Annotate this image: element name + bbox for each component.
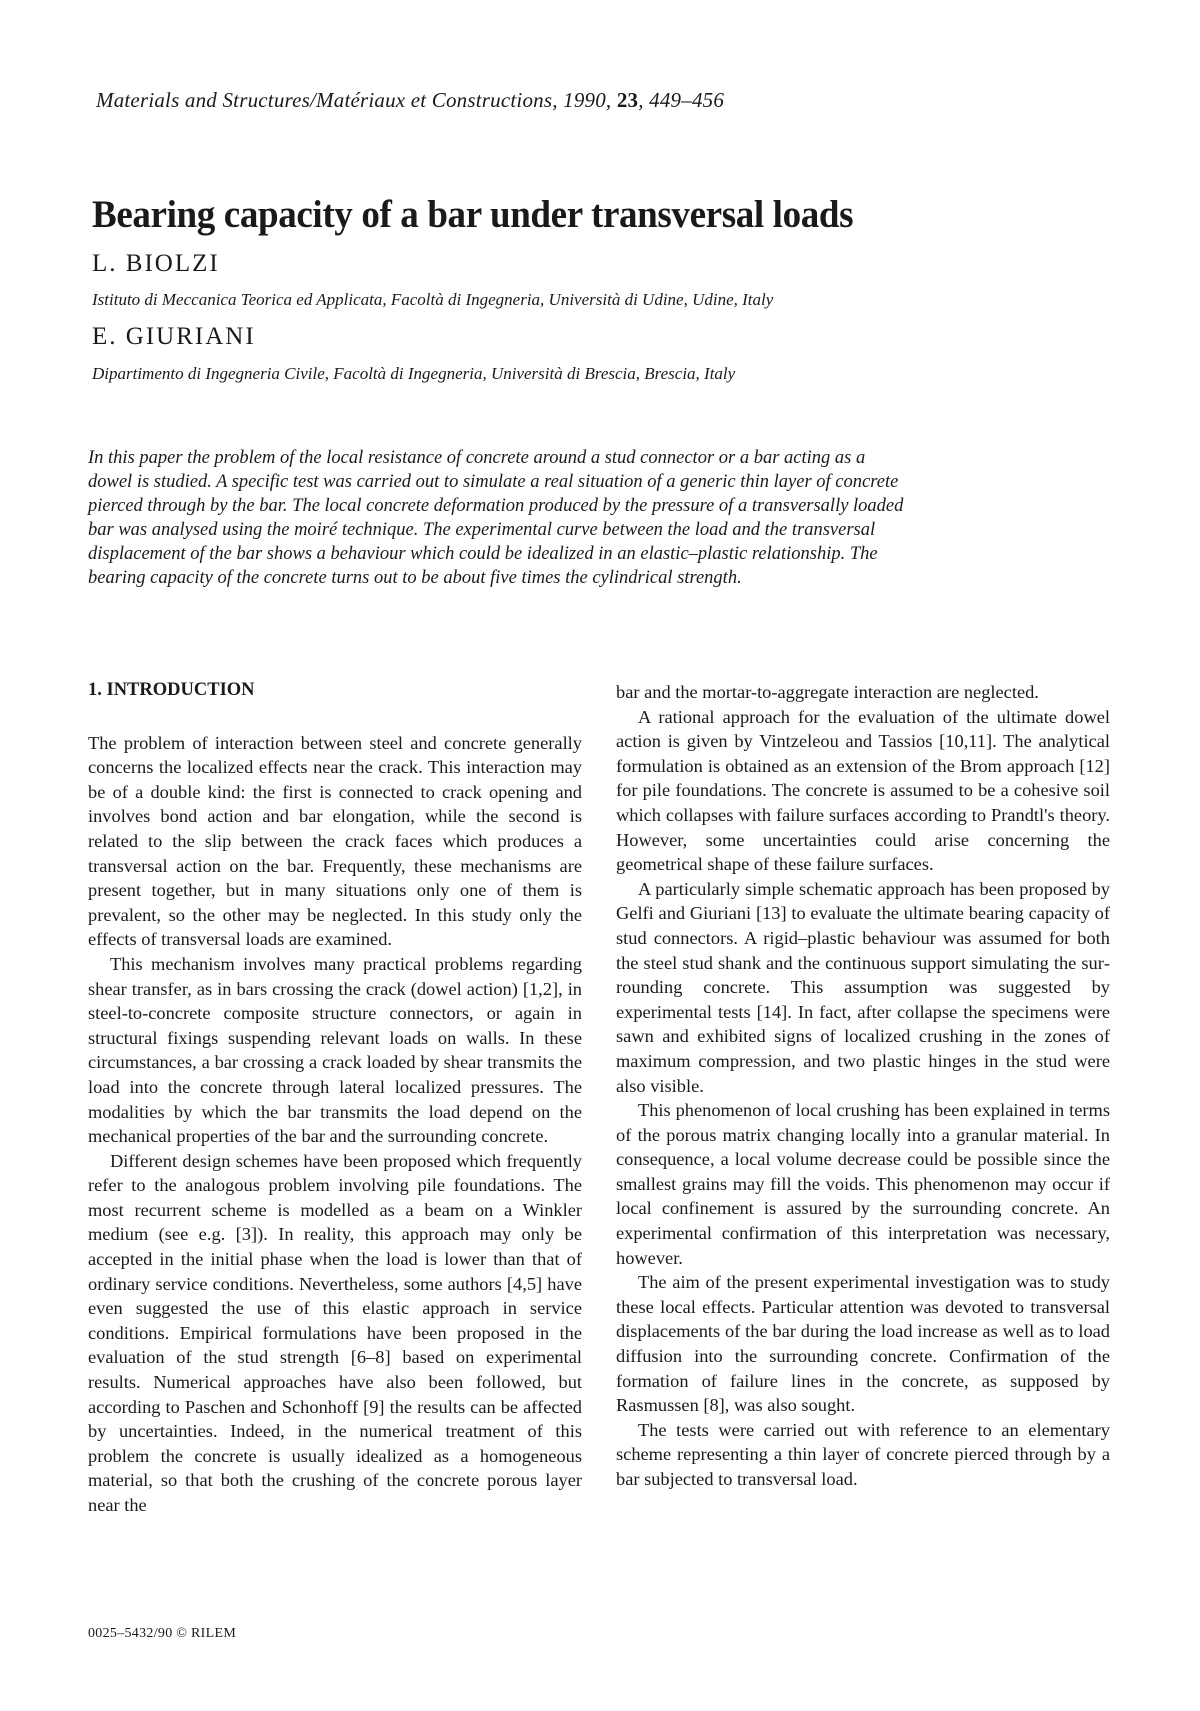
paragraph: A rational approach for the evaluation of the ultimate dowel action is given by Vintzeleou and Tassios [10,11]. The analytical formulation is obtained as an extension of the Brom approach [12] for pile foundations. The concrete is assumed to be a cohesive soil which collapses with failure surfaces according to Prandtl's theory. However, some uncertainties could arise concerning the geometrical shape of these failure surfaces. (616, 706, 1110, 875)
section-heading: 1. INTRODUCTION (88, 680, 255, 700)
author-affiliation: Istituto di Meccanica Teorica ed Applicata, Facoltà di Ingegneria, Università di Udine, Udine, Italy (92, 290, 774, 309)
paragraph: The aim of the present experimental investigation was to study these local effects. Particular attention was devoted to transversal displacements of the bar during the load increase as well as to load diffusion into the surrounding concrete. Confirmation of the formation of failure lines in the concrete, as supposed by Rasmussen [8], was also sought. (616, 1272, 1110, 1416)
author-name: E. GIURIANI (92, 323, 256, 350)
author-name: L. BIOLZI (92, 250, 220, 277)
paragraph: The problem of interaction between steel and concrete generally concerns the localized effects near the crack. This interaction may be of a double kind: the first is connected to crack opening and involves bond action and bar elongation, while the second is related to the slip between the crack faces which produces a transversal action on the bar. Frequently, these mechanisms are present together, but in many situations only one of them is prevalent, so the other may be neglected. In this study only the effects of transversal loads are examined. (88, 732, 582, 950)
paragraph: Different design schemes have been proposed which frequently refer to the analogous problem involving pile foundations. The most recurrent scheme is modelled as a beam on a Winkler medium (see e.g. [3]). In reality, this approach may only be accepted in the initial phase when the load is lower than that of ordinary service conditions. Nevertheless, some authors [4,5] have even suggested the use of this elastic approach in service conditions. Empirical formulations have been proposed in the evaluation of the stud strength [6–8] based on experimental results. Numerical approaches have also been followed, but according to Paschen and Schonhoff [9] the results can be affected by uncertainties. Indeed, in the numerical treatment of this problem the concrete is usually idealized as a homogeneous material, so that both the crushing of the concrete porous layer near the (88, 1150, 582, 1515)
left-column (88, 678, 582, 1518)
paragraph: A particularly simple schematic approach has been proposed by Gelfi and Giuriani [13] to evaluate the ultimate bearing capacity of stud connectors. A rigid–plastic behaviour was assumed for both the steel stud shank and the continuous support simulating the surrounding concrete. This assumption was suggested by experimental tests [14]. In fact, after collapse the specimens were sawn and exhibited signs of localized crushing in the zones of maximum compression, and two plastic hinges in the stud were also visible. (616, 878, 1110, 1096)
paragraph: This phenomenon of local crushing has been explained in terms of the porous matrix changing locally into a granular material. In consequence, a local volume decrease could be possible since the smallest grains may fill the voids. This phenomenon may occur if local confinement is assured by the surrounding concrete. An experimental confirmation of this interpretation was necessary, however. (616, 1100, 1110, 1268)
journal-year: , 1990, (552, 88, 617, 112)
abstract: In this paper the problem of the local resistance of concrete around a stud connector or a bar acting as a dowel is studied. A specific test was carried out to simulate a real situation of a generic thin layer of concrete pierced through by the bar. The local concrete deformation produced by the pressure of a transversally loaded bar was analysed using the moiré technique. The experimental curve between the load and the transversal displacement of the bar shows a behaviour which could be idealized in an elastic–plastic relationship. The bearing capacity of the concrete turns out to be about five times the cylindrical strength. (88, 448, 904, 588)
paragraph: This mechanism involves many practical problems regarding shear transfer, as in bars crossing the crack (dowel action) [1,2], in steel-to-concrete composite structure connectors, or again in structural fixings suspending relevant loads on walls. In these circumstances, a bar crossing a crack loaded by shear transmits the load into the concrete through lateral localized pressures. The modalities by which the bar transmits the load depend on the mechanical properties of the bar and the surrounding concrete. (88, 953, 582, 1147)
journal-name: Materials and Structures/Matériaux et Constructions (96, 88, 553, 112)
paragraph: bar and the mortar-to-aggregate interaction are neglected. (616, 682, 1039, 702)
footer-copyright: 0025–5432/90 © RILEM (88, 1626, 237, 1641)
paper-title: Bearing capacity of a bar under transversal loads (92, 193, 854, 236)
author-affiliation: Dipartimento di Ingegneria Civile, Facoltà di Ingegneria, Università di Brescia, Brescia, Italy (92, 364, 736, 383)
right-column (616, 680, 1110, 1492)
journal-pages: , 449–456 (638, 88, 725, 112)
paragraph: The tests were carried out with reference to an elementary scheme representing a thin layer of concrete pierced through by a bar subjected to transversal load. (616, 1419, 1110, 1489)
journal-volume: 23 (616, 88, 639, 112)
journal-citation (96, 88, 724, 113)
